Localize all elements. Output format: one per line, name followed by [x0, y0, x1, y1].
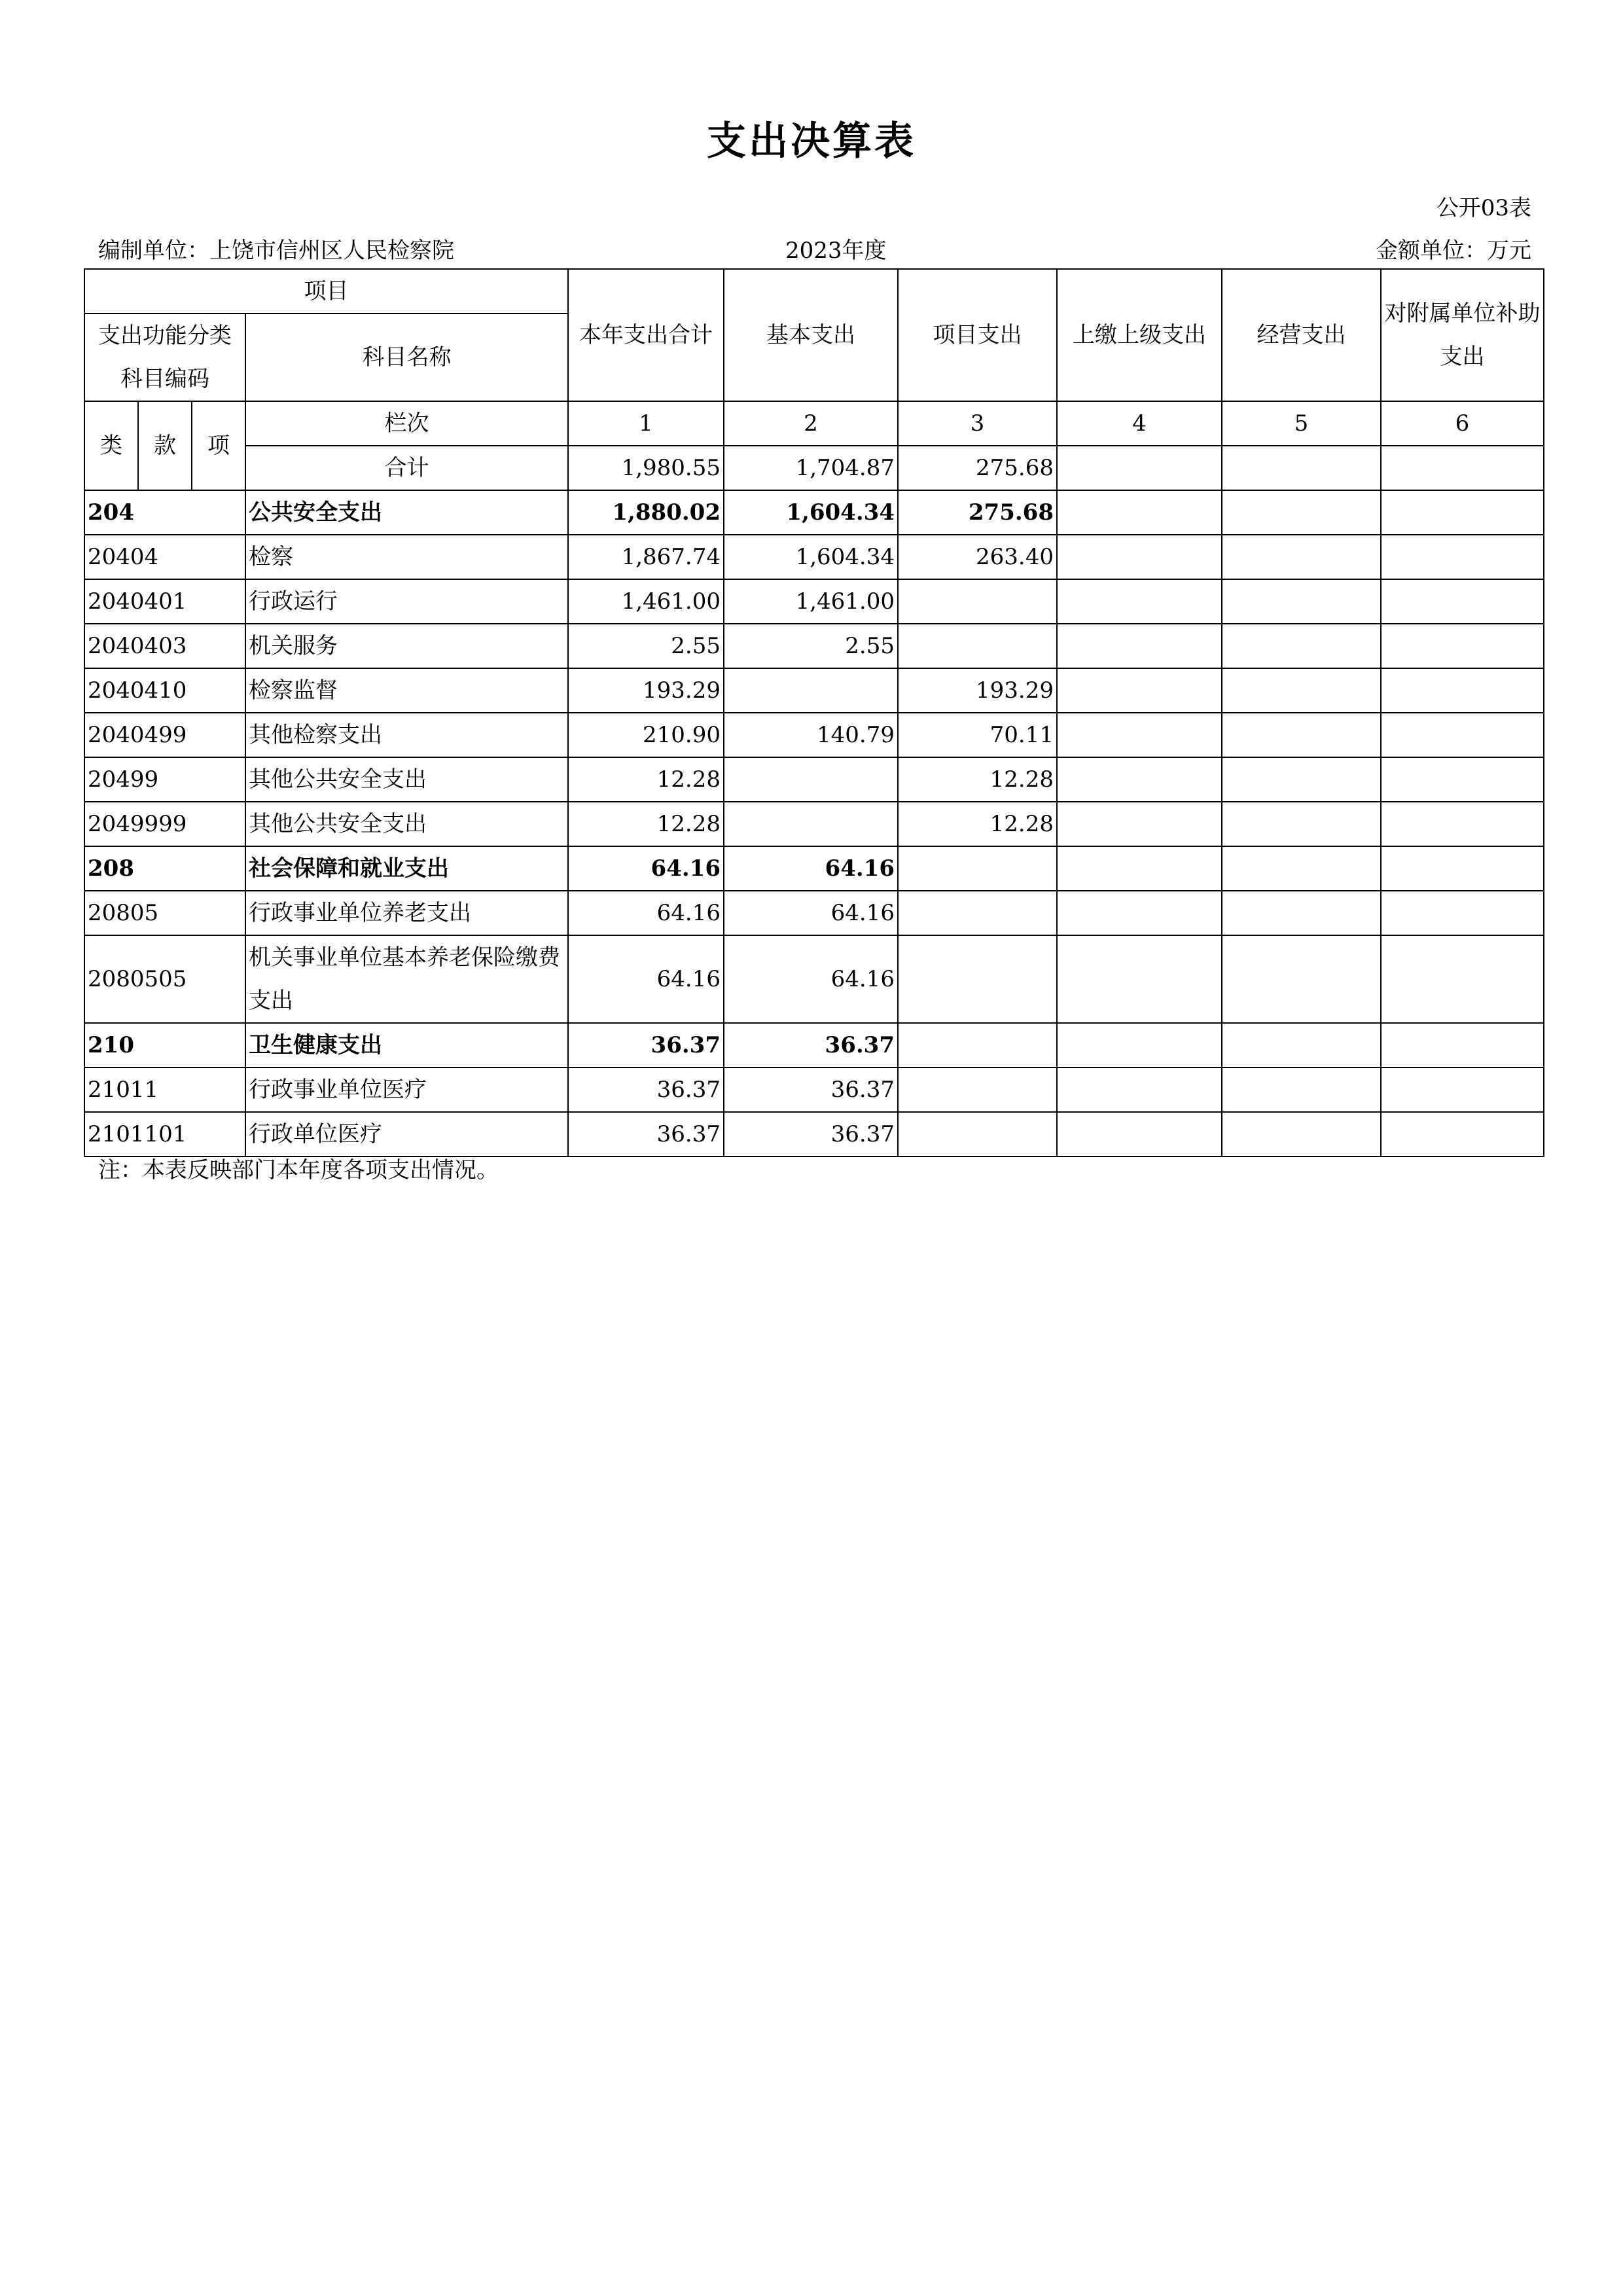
table-row: [84, 579, 1544, 624]
table-row: [84, 935, 1544, 1023]
table-code: 公开03表: [1436, 195, 1531, 221]
row-code: 2049999: [84, 802, 245, 846]
table-row: [84, 713, 1544, 757]
row-value-2: [724, 802, 898, 846]
row-code: 2101101: [84, 1112, 245, 1157]
table-row: [84, 624, 1544, 668]
row-subject-name: 行政单位医疗: [245, 1112, 568, 1157]
header-lanci: 栏次: [245, 401, 568, 446]
header-col-5: 经营支出: [1222, 269, 1381, 401]
table-row: [84, 1067, 1544, 1112]
row-value-4: [1057, 891, 1222, 935]
row-value-6: [1381, 668, 1544, 713]
total-value-6: [1381, 446, 1544, 490]
row-value-2: 1,604.34: [724, 490, 898, 535]
row-code: 2040401: [84, 579, 245, 624]
meta-row: [98, 232, 1531, 265]
row-code: 204: [84, 490, 245, 535]
row-value-2: 64.16: [724, 891, 898, 935]
header-col-1: 本年支出合计: [568, 269, 724, 401]
row-value-2: 64.16: [724, 846, 898, 891]
row-value-6: [1381, 535, 1544, 579]
total-value-4: [1057, 446, 1222, 490]
row-value-2: 140.79: [724, 713, 898, 757]
row-value-4: [1057, 757, 1222, 802]
row-value-4: [1057, 935, 1222, 1023]
table-row: [84, 1112, 1544, 1157]
row-value-5: [1222, 757, 1381, 802]
row-value-6: [1381, 579, 1544, 624]
header-func-code: 支出功能分类科目编码: [84, 314, 245, 401]
row-value-3: [898, 1067, 1057, 1112]
row-code: 2040410: [84, 668, 245, 713]
row-value-5: [1222, 935, 1381, 1023]
row-value-1: 64.16: [568, 935, 724, 1023]
row-value-5: [1222, 846, 1381, 891]
col-num-1: 1: [568, 401, 724, 446]
row-subject-name: 行政事业单位医疗: [245, 1067, 568, 1112]
row-value-6: [1381, 1023, 1544, 1067]
row-value-6: [1381, 1067, 1544, 1112]
row-value-5: [1222, 490, 1381, 535]
row-value-1: 210.90: [568, 713, 724, 757]
col-num-2: 2: [724, 401, 898, 446]
col-num-6: 6: [1381, 401, 1544, 446]
total-value-1: 1,980.55: [568, 446, 724, 490]
row-value-5: [1222, 624, 1381, 668]
row-value-3: 12.28: [898, 802, 1057, 846]
row-code: 2040403: [84, 624, 245, 668]
row-code: 20404: [84, 535, 245, 579]
row-value-3: 263.40: [898, 535, 1057, 579]
row-code: 20805: [84, 891, 245, 935]
row-subject-name: 机关服务: [245, 624, 568, 668]
table-row: [84, 490, 1544, 535]
row-subject-name: 行政运行: [245, 579, 568, 624]
compiling-unit: 编制单位：上饶市信州区人民检察院: [98, 238, 454, 264]
col-num-5: 5: [1222, 401, 1381, 446]
money-unit: 金额单位：万元: [1376, 238, 1531, 264]
row-subject-name: 公共安全支出: [245, 490, 568, 535]
row-value-1: 193.29: [568, 668, 724, 713]
row-value-2: 36.37: [724, 1023, 898, 1067]
row-value-1: 36.37: [568, 1112, 724, 1157]
header-kuan: 款: [138, 401, 192, 490]
footnote: 注：本表反映部门本年度各项支出情况。: [98, 1157, 499, 1183]
row-value-6: [1381, 935, 1544, 1023]
row-value-2: 2.55: [724, 624, 898, 668]
row-value-3: [898, 935, 1057, 1023]
page-title: 支出决算表: [707, 118, 916, 164]
row-value-5: [1222, 668, 1381, 713]
row-value-6: [1381, 846, 1544, 891]
header-xiang: 项: [192, 401, 245, 490]
row-value-3: [898, 1023, 1057, 1067]
row-value-6: [1381, 490, 1544, 535]
row-value-4: [1057, 668, 1222, 713]
row-value-5: [1222, 1067, 1381, 1112]
row-code: 20499: [84, 757, 245, 802]
row-value-2: [724, 668, 898, 713]
total-row: [84, 446, 1544, 490]
row-value-4: [1057, 1067, 1222, 1112]
header-col-4: 上缴上级支出: [1057, 269, 1222, 401]
row-value-3: [898, 1112, 1057, 1157]
row-value-1: 64.16: [568, 846, 724, 891]
row-value-3: [898, 579, 1057, 624]
row-value-4: [1057, 624, 1222, 668]
header-project: 项目: [84, 269, 568, 314]
header-lei: 类: [84, 401, 138, 490]
row-value-2: 64.16: [724, 935, 898, 1023]
row-value-6: [1381, 624, 1544, 668]
row-value-6: [1381, 713, 1544, 757]
total-value-2: 1,704.87: [724, 446, 898, 490]
row-value-4: [1057, 579, 1222, 624]
fiscal-year: 2023年度: [785, 238, 887, 264]
row-value-5: [1222, 535, 1381, 579]
row-subject-name: 其他公共安全支出: [245, 757, 568, 802]
row-subject-name: 其他检察支出: [245, 713, 568, 757]
row-value-6: [1381, 1112, 1544, 1157]
row-subject-name: 检察: [245, 535, 568, 579]
row-subject-name: 检察监督: [245, 668, 568, 713]
row-value-4: [1057, 1112, 1222, 1157]
row-value-5: [1222, 891, 1381, 935]
row-value-4: [1057, 846, 1222, 891]
row-value-1: 12.28: [568, 757, 724, 802]
col-num-4: 4: [1057, 401, 1222, 446]
table-row: [84, 846, 1544, 891]
header-subject-name: 科目名称: [245, 314, 568, 401]
total-label: 合计: [245, 446, 568, 490]
row-value-1: 1,880.02: [568, 490, 724, 535]
row-value-1: 12.28: [568, 802, 724, 846]
expenditure-table: [84, 268, 1544, 1157]
row-value-3: [898, 846, 1057, 891]
row-value-6: [1381, 891, 1544, 935]
row-value-2: 36.37: [724, 1067, 898, 1112]
row-code: 2040499: [84, 713, 245, 757]
row-value-4: [1057, 535, 1222, 579]
row-value-1: 36.37: [568, 1067, 724, 1112]
row-value-5: [1222, 579, 1381, 624]
row-code: 2080505: [84, 935, 245, 1023]
row-code: 210: [84, 1023, 245, 1067]
row-value-4: [1057, 490, 1222, 535]
row-subject-name: 机关事业单位基本养老保险缴费支出: [245, 935, 568, 1023]
header-col-2: 基本支出: [724, 269, 898, 401]
row-value-3: [898, 624, 1057, 668]
table-row: [84, 891, 1544, 935]
total-value-3: 275.68: [898, 446, 1057, 490]
row-value-3: 193.29: [898, 668, 1057, 713]
table-row: [84, 1023, 1544, 1067]
row-value-6: [1381, 757, 1544, 802]
row-value-3: [898, 891, 1057, 935]
row-value-5: [1222, 1023, 1381, 1067]
row-value-2: 1,461.00: [724, 579, 898, 624]
row-value-5: [1222, 802, 1381, 846]
row-value-3: 12.28: [898, 757, 1057, 802]
row-value-5: [1222, 713, 1381, 757]
row-value-3: 275.68: [898, 490, 1057, 535]
row-value-2: 36.37: [724, 1112, 898, 1157]
table-row: [84, 668, 1544, 713]
table-row: [84, 535, 1544, 579]
row-subject-name: 其他公共安全支出: [245, 802, 568, 846]
row-value-1: 1,867.74: [568, 535, 724, 579]
row-code: 21011: [84, 1067, 245, 1112]
row-value-1: 64.16: [568, 891, 724, 935]
header-col-3: 项目支出: [898, 269, 1057, 401]
table-row: [84, 802, 1544, 846]
row-value-5: [1222, 1112, 1381, 1157]
row-code: 208: [84, 846, 245, 891]
row-value-4: [1057, 802, 1222, 846]
col-num-3: 3: [898, 401, 1057, 446]
row-value-1: 36.37: [568, 1023, 724, 1067]
row-value-2: 1,604.34: [724, 535, 898, 579]
row-subject-name: 行政事业单位养老支出: [245, 891, 568, 935]
total-value-5: [1222, 446, 1381, 490]
row-value-2: [724, 757, 898, 802]
row-value-3: 70.11: [898, 713, 1057, 757]
header-col-6: 对附属单位补助支出: [1381, 269, 1544, 401]
table-row: [84, 757, 1544, 802]
row-subject-name: 卫生健康支出: [245, 1023, 568, 1067]
row-value-1: 2.55: [568, 624, 724, 668]
row-value-1: 1,461.00: [568, 579, 724, 624]
row-subject-name: 社会保障和就业支出: [245, 846, 568, 891]
row-value-4: [1057, 1023, 1222, 1067]
row-value-6: [1381, 802, 1544, 846]
row-value-4: [1057, 713, 1222, 757]
